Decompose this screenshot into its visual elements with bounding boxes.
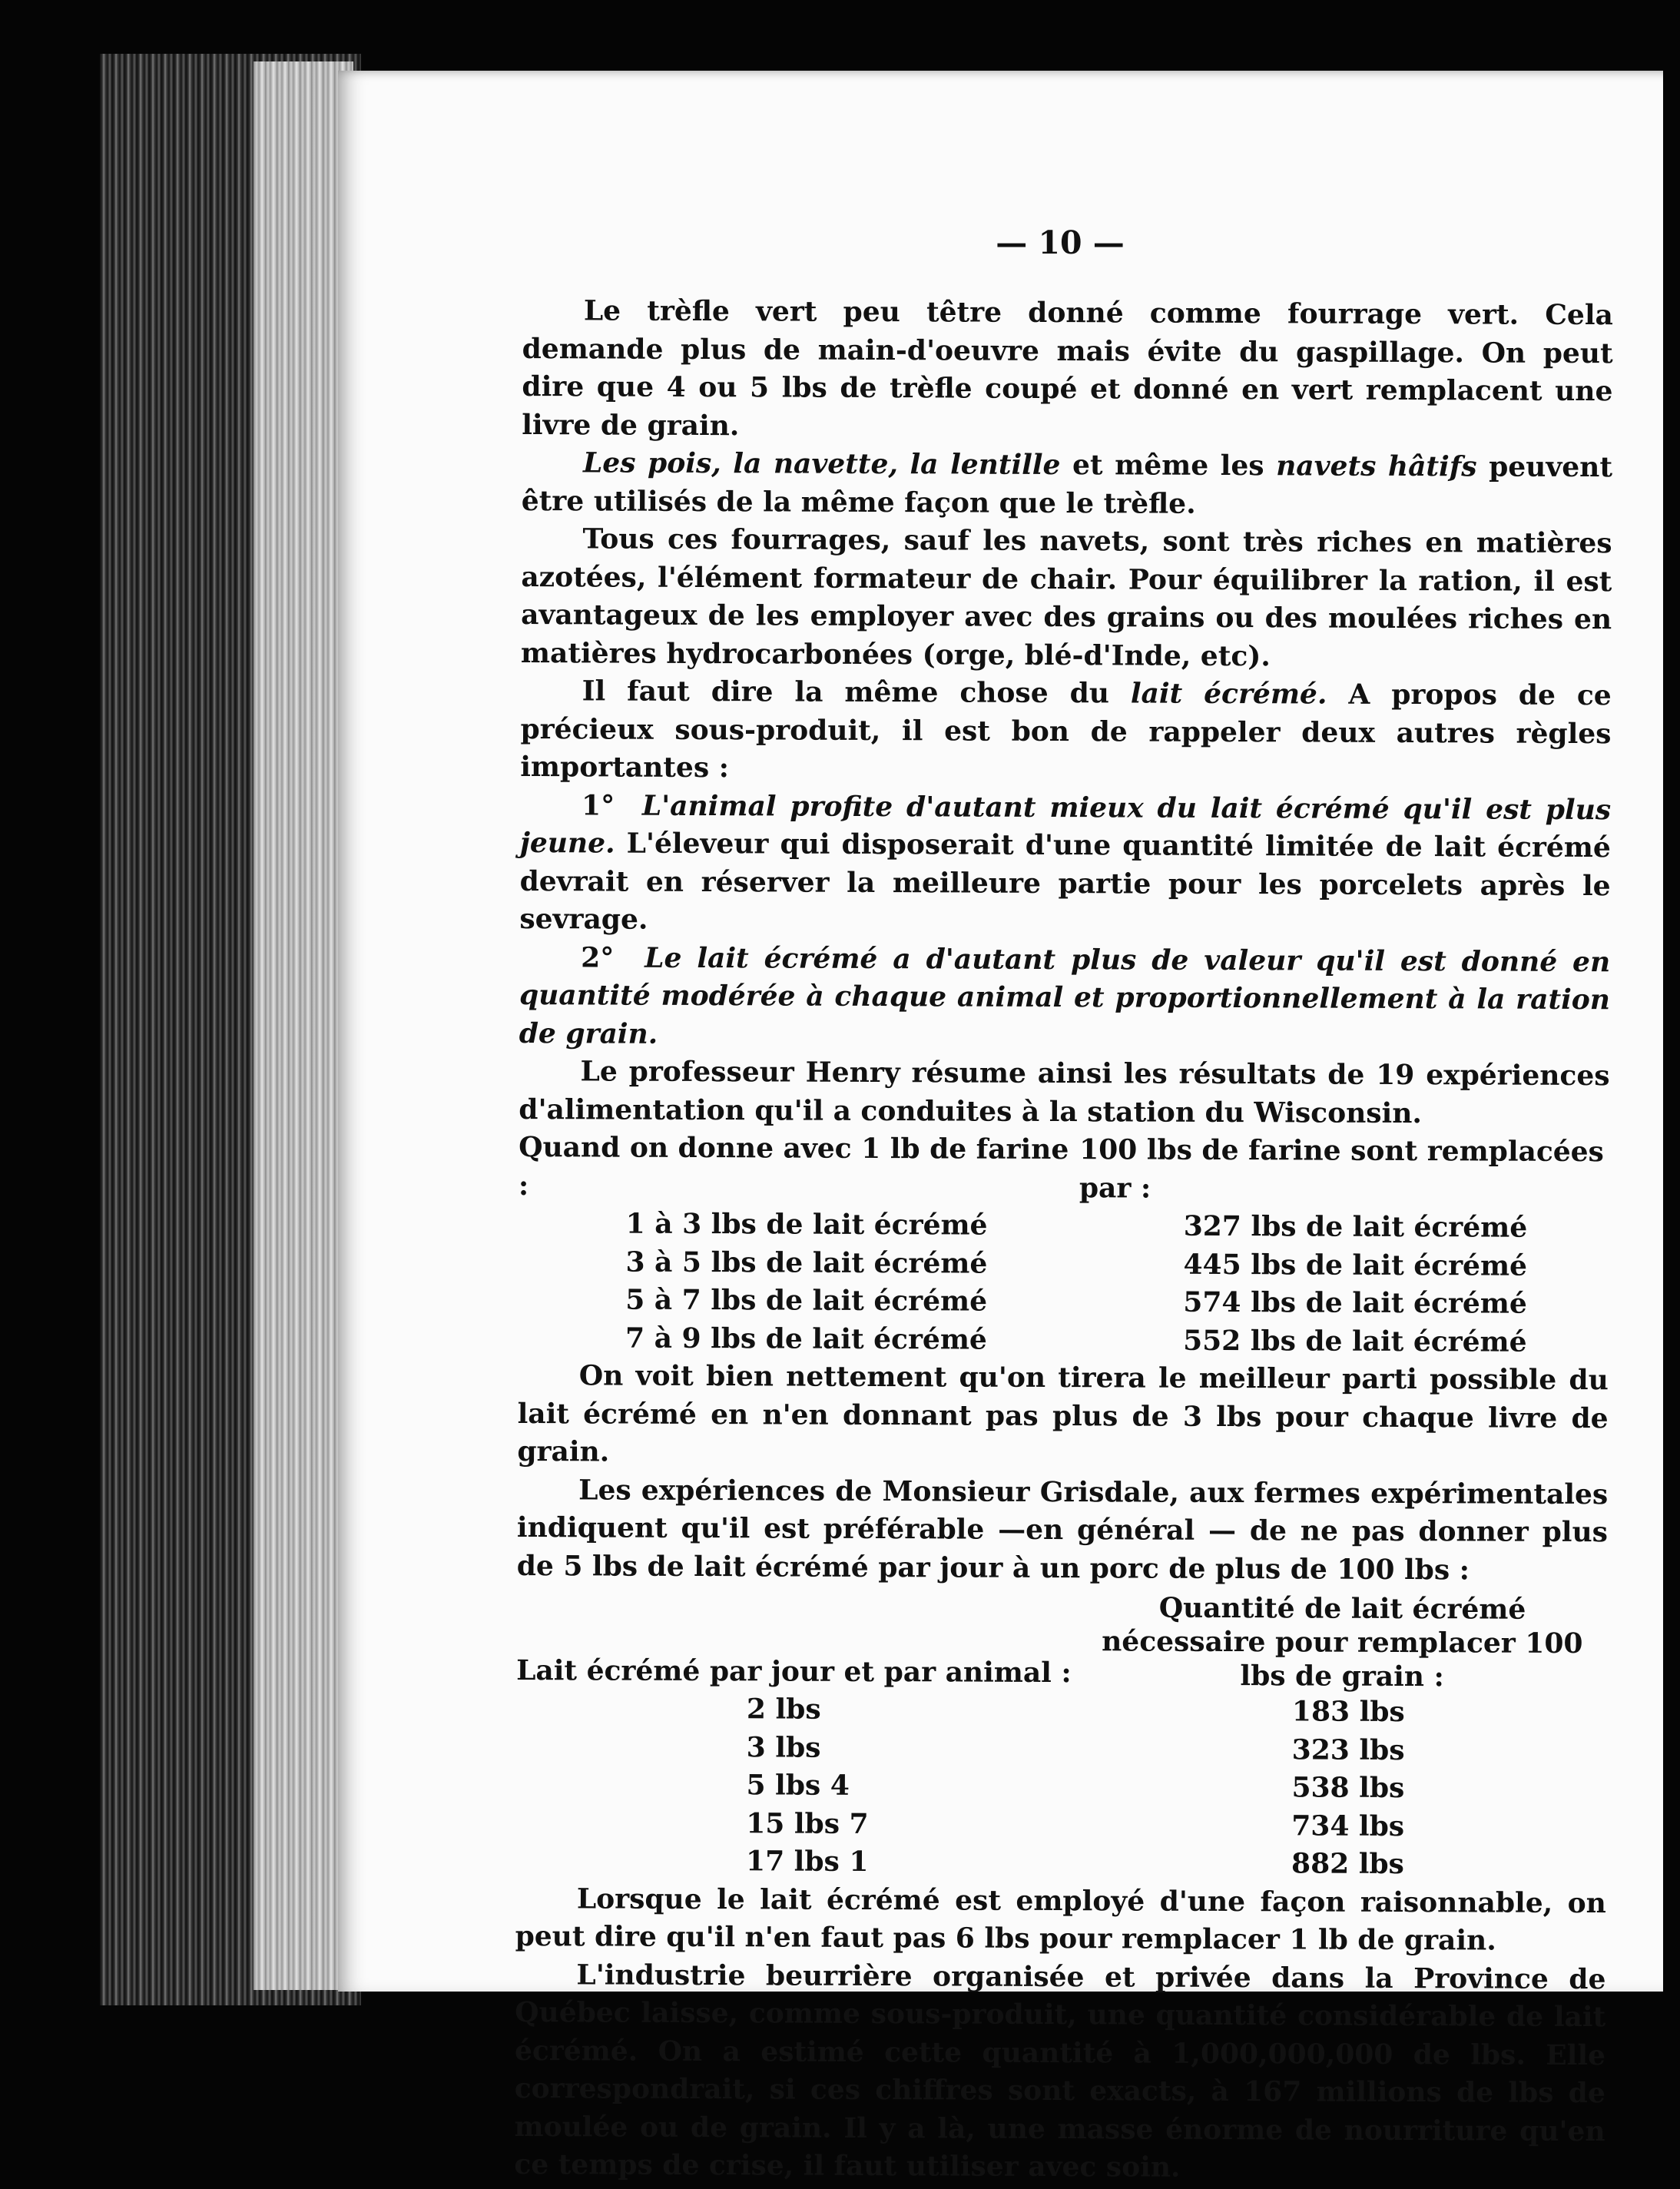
rule-number: 2° [581,940,615,974]
table-header-right: 100 lbs de farine sont remplacées par : [1079,1133,1604,1205]
text-span: Il faut dire la même chose du [582,675,1132,710]
table-row [518,1281,1609,1324]
table-row [518,1242,1609,1285]
rule-1 [519,786,1611,943]
italic-phrase: navets hâtifs [1276,449,1477,483]
table-cell-left: 3 lbs [746,1730,821,1764]
table-row [518,1318,1609,1361]
paragraph-lait-ecreme [520,672,1612,791]
paragraph-grisdale: Les expériences de Monsieur Grisdale, aux fermes expérimentales indiquent qu'il est préférable —en général — de ne pas donner plus de 5 lbs de lait écrémé par jour à un porc de plus de 100 lbs : [516,1473,1609,1586]
table-cell-right: 882 lbs [1291,1847,1404,1881]
text-span: A propos de ce précieux sous-produit, il est bon de rappeler deux autres règles importantes : [520,678,1612,784]
table-cell-left: 5 à 7 lbs de lait écrémé [625,1283,988,1318]
rule-2 [519,938,1611,1057]
table-cell-right: 538 lbs [1291,1771,1405,1805]
table-row [519,1205,1609,1248]
table-cell-left: 5 lbs 4 [746,1769,850,1802]
paragraph-pois [522,444,1612,525]
paragraph-conclusion-henry: On voit bien nettement qu'on tirera le meilleur parti possible du lait écrémé en n'en donnant pas plus de 3 lbs pour chaque livre de grain. [517,1359,1609,1468]
text-span: L'éleveur qui disposerait d'une quantité limitée de lait écrémé devrait en réserver la meilleure partie pour les porcelets après le sevrage. [519,827,1611,936]
italic-rule: L'animal profite d'autant mieux du lait écrémé qu'il est plus jeune. [519,789,1612,860]
table-cell-left: 2 lbs [746,1693,821,1726]
table-cell-right: 445 lbs de lait écrémé [1183,1248,1528,1282]
table-row [515,1766,1606,1809]
table-cell-right: 183 lbs [1291,1695,1405,1729]
italic-phrase: lait écrémé. [1130,677,1327,711]
page-number: — 10 — [996,224,1125,261]
table-cell-left: 7 à 9 lbs de lait écrémé [625,1322,987,1356]
table-cell-left: 1 à 3 lbs de lait écrémé [625,1207,988,1242]
table-header-right: Quantité de lait écrémé nécessaire pour remplacer 100 lbs de grain : [1102,1591,1583,1693]
paragraph-raisonnable: Lorsque le lait écrémé est employé d'une façon raisonnable, on peut dire qu'il n'en faut pas 6 lbs pour remplacer 1 lb de grain. [515,1882,1606,1957]
table-cell-right: 327 lbs de lait écrémé [1183,1209,1528,1244]
table-cell-right: 552 lbs de lait écrémé [1183,1324,1527,1358]
table-row [515,1842,1606,1885]
table-row [516,1727,1607,1770]
italic-phrase: Les pois, la navette, la lentille [582,446,1061,482]
table-cell-left: 17 lbs 1 [746,1845,869,1878]
text-span: et même les [1060,449,1277,483]
paragraph-industrie: L'industrie beurrière organisée et privée dans la Province de Québec laisse, comme sous-produit, une quantité considérable de lait écrémé. On a estimé cette quantité à 1,000,000,000 de lbs. Elle correspondrait, si ces chiffres sont exacts, à 167 millions de lbs de moulée ou de grain. Il y a là, une masse énorme de nourriture qu'en ce temps de crise, il faut utiliser avec soin. [514,1958,1606,2184]
paragraph-fourrages: Tous ces fourrages, sauf les navets, sont très riches en matières azotées, l'élément formateur de chair. Pour équilibrer la ration, il est avantageux de les employer avec des grains ou des moulées riches en matières hydrocarbonées (orge, blé-d'Inde, etc). [520,522,1612,672]
table-cell-right: 323 lbs [1291,1733,1405,1766]
paragraph-trefle: Le trèfle vert peu têtre donné comme fourrage vert. Cela demande plus de main-d'oeuvre mais évite du gaspillage. On peut dire que 4 ou 5 lbs de trèfle coupé et donné en vert remplacent une livre de grain. [522,294,1613,442]
table-grisdale-header [516,1588,1608,1694]
page-body-text [514,292,1613,2189]
rule-number: 1° [581,788,615,822]
table-cell-right: 734 lbs [1291,1809,1405,1842]
table-row [515,1803,1606,1846]
italic-rule: Le lait écrémé a d'autant plus de valeur qu'il est donné en quantité modérée à chaque animal et proportionnellement à la ration de grain. [519,941,1611,1050]
table-cell-right: 574 lbs de lait écrémé [1183,1285,1527,1320]
table-header-left: Lait écrémé par jour et par animal : [516,1653,1072,1689]
table-header-left: Quand on donne avec 1 lb de farine : [518,1130,1069,1202]
table-cell-left: 3 à 5 lbs de lait écrémé [625,1245,988,1280]
table-cell-left: 15 lbs 7 [746,1806,869,1840]
table-henry-header [519,1129,1609,1209]
text-span: peuvent être utilisés de la même façon que le trèfle. [521,450,1613,520]
table-row [516,1690,1607,1733]
paragraph-henry: Le professeur Henry résume ainsi les résultats de 19 expériences d'alimentation qu'il a conduites à la station du Wisconsin. [519,1055,1610,1129]
